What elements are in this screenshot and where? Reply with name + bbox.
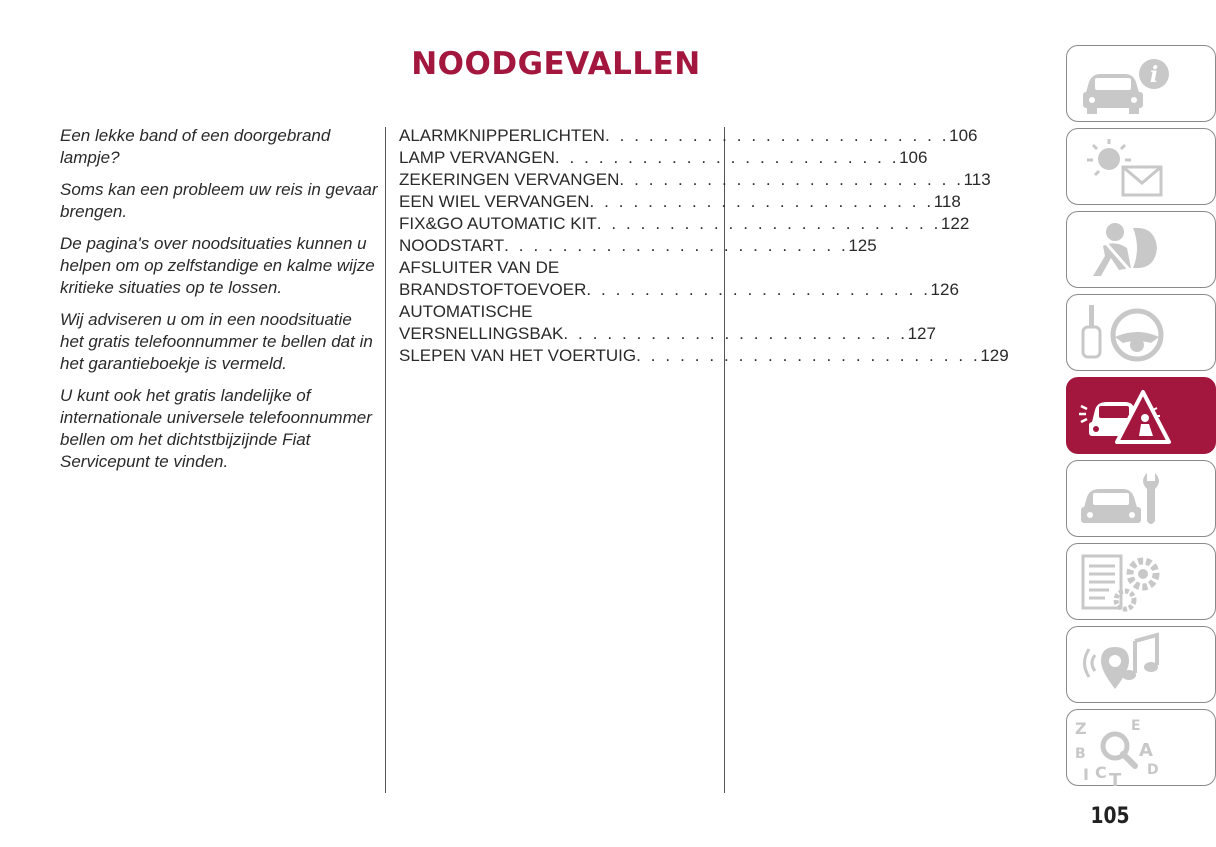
intro-paragraph: De pagina's over noodsituaties kunnen u helpen om op zelfstandige en kalme wijze kritieke situaties op te lossen. (60, 234, 375, 297)
index-letter: T (1109, 770, 1122, 791)
tab-multimedia[interactable] (1066, 626, 1216, 703)
light-envelope-icon (1075, 135, 1175, 199)
media-navigation-icon (1075, 633, 1175, 697)
intro-paragraph: Een lekke band of een doorgebrand lampje? (60, 126, 331, 167)
intro-paragraph: U kunt ook het gratis landelijke of internationale universele telefoonnummer bellen om het dichtstbijzijnde Fiat Servicepunt te vinden. (60, 386, 372, 471)
airbag-person-icon (1075, 218, 1175, 282)
intro-text (60, 125, 378, 483)
toc-entry-lamp-vervangen[interactable]: LAMP VERVANGEN . . . . . . . . . . . . . . . . . . . . . . . . 106 (399, 148, 928, 167)
car-wrench-icon (1075, 467, 1175, 531)
index-letter: D (1147, 762, 1159, 778)
index-letter: Z (1075, 719, 1087, 738)
index-letter: E (1131, 718, 1141, 734)
intro-paragraph: Wij adviseren u om in een noodsituatie het gratis telefoonnummer te bellen dat in het garantieboekje is vermeld. (60, 310, 373, 373)
car-warning-triangle-icon (1075, 384, 1175, 448)
page-title: NOODGEVALLEN (411, 46, 701, 82)
toc-entry-noodstart[interactable]: NOODSTART . . . . . . . . . . . . . . . . . . . . . . . . 125 (399, 236, 877, 255)
tab-safety[interactable] (1066, 211, 1216, 288)
index-letter: B (1075, 746, 1086, 762)
toc-entry-fix-go-automatic-kit[interactable]: FIX&GO AUTOMATIC KIT . . . . . . . . . . . . . . . . . . . . . . . . 122 (399, 214, 970, 233)
page-number: 105 (1090, 804, 1130, 829)
toc-entry-slepen-van-het-voertuig[interactable]: SLEPEN VAN HET VOERTUIG . . . . . . . . . . . . . . . . . . . . . . . . 129 (399, 346, 1009, 365)
tab-index[interactable] (1066, 709, 1216, 791)
toc-entry-automatische-versnellingsbak[interactable]: AUTOMATISCHE VERSNELLINGSBAK . . . . . . . . . . . . . . . . . . . . . . . . 127 (399, 302, 936, 343)
tab-car-info[interactable] (1066, 45, 1216, 122)
table-of-contents (399, 125, 1009, 367)
document-gears-icon (1075, 550, 1175, 614)
tab-emergencies[interactable] (1066, 377, 1216, 454)
tab-technical-data[interactable] (1066, 543, 1216, 620)
tab-maintenance[interactable] (1066, 460, 1216, 537)
car-info-icon (1075, 52, 1175, 116)
column-divider-left (385, 127, 386, 793)
intro-paragraph: Soms kan een probleem uw reis in gevaar brengen. (60, 180, 378, 221)
toc-entry-een-wiel-vervangen[interactable]: EEN WIEL VERVANGEN . . . . . . . . . . . . . . . . . . . . . . . . 118 (399, 192, 961, 211)
index-letter: A (1139, 740, 1153, 761)
key-steering-wheel-icon (1075, 301, 1175, 365)
toc-entry-afsluiter-brandstoftoevoer[interactable]: AFSLUITER VAN DE BRANDSTOFTOEVOER . . . . . . . . . . . . . . . . . . . . . . . . 126 (399, 258, 959, 299)
toc-entry-alarmknipperlichten[interactable]: ALARMKNIPPERLICHTEN . . . . . . . . . . . . . . . . . . . . . . . . 106 (399, 126, 978, 145)
toc-entry-zekeringen-vervangen[interactable]: ZEKERINGEN VERVANGEN . . . . . . . . . . . . . . . . . . . . . . . . 113 (399, 170, 991, 189)
index-letter: I (1083, 765, 1089, 784)
svg-text:i: i (1149, 62, 1159, 88)
alphabetical-index-icon (1075, 716, 1175, 791)
tab-starting-driving[interactable] (1066, 294, 1216, 371)
tab-lights-messages[interactable] (1066, 128, 1216, 205)
index-letter: C (1095, 763, 1107, 782)
